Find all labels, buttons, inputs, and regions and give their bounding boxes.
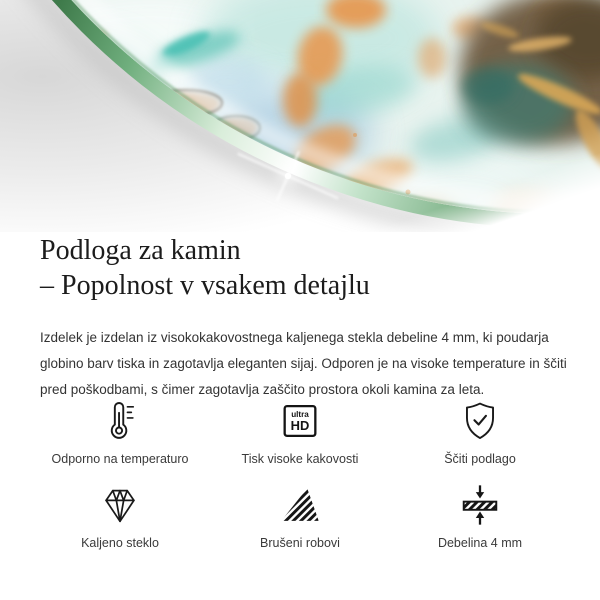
product-description: Izdelek je izdelan iz visokokakovostnega kaljenega stekla debeline 4 mm, ki poudarja globino barv tiska in zagotavlja eleganten sijaj. Odporen je na visoke temperature in ščiti pred poškodbami, s čimer zagotavlja zaščito prostora okoli kamina za leta. xyxy=(40,329,567,397)
feature-polished-edges xyxy=(210,482,390,550)
polished-edges-icon xyxy=(277,482,323,528)
page-title-line-2: – Popolnost v vsakem detajlu xyxy=(40,270,370,301)
hero-product-image xyxy=(0,0,600,232)
feature-label: Kaljeno steklo xyxy=(81,536,159,550)
feature-grid xyxy=(30,398,570,550)
feature-thickness xyxy=(390,482,570,550)
thermometer-icon xyxy=(97,398,143,444)
feature-print-quality xyxy=(210,398,390,466)
svg-text:ultra: ultra xyxy=(291,410,309,420)
feature-label: Ščiti podlago xyxy=(444,452,516,466)
glass-panel-illustration xyxy=(0,0,600,232)
feature-temperature-resistant xyxy=(30,398,210,466)
feature-label: Brušeni robovi xyxy=(260,536,340,550)
page-title xyxy=(40,233,370,303)
diamond-icon xyxy=(97,482,143,528)
page-title-line-1: Podloga za kamin xyxy=(40,235,241,266)
shield-check-icon xyxy=(457,398,503,444)
feature-label: Debelina 4 mm xyxy=(437,536,523,550)
svg-text:HD: HD xyxy=(290,418,310,434)
feature-protects-surface xyxy=(390,398,570,466)
feature-label: Odporno na temperaturo xyxy=(51,452,189,466)
feature-label: Tisk visoke kakovosti xyxy=(241,452,359,466)
ultra-hd-icon xyxy=(277,398,323,444)
feature-tempered-glass xyxy=(30,482,210,550)
thickness-icon xyxy=(457,482,503,528)
